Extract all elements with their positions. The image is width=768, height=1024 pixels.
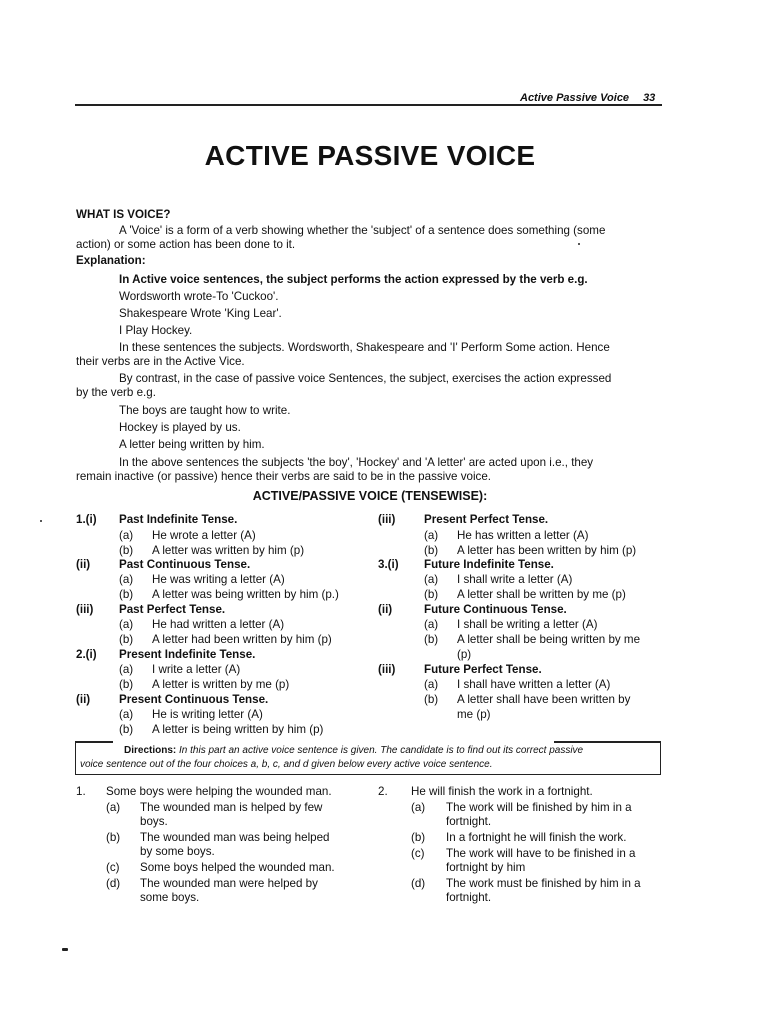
explanation-heading: Explanation: [76,254,146,267]
passive-example: A letter had been written by him (p) [152,633,332,646]
directions-label: Directions: [124,745,177,756]
choice-a-line-2: fortnight. [446,815,492,828]
box-top-rule-right [554,741,661,743]
question-stem: He will finish the work in a fortnight. [411,785,593,798]
directions-line-2: voice sentence out of the four choices a, b, c, and d given below every active voice sentence. [80,759,493,770]
choice-letter: (d) [106,877,121,890]
passive-example: A letter shall have been written by [457,693,631,706]
choice-letter: (d) [411,877,426,890]
choice-d-line-2: some boys. [140,891,200,904]
option-letter: (a) [424,529,439,542]
active-example: I shall be writing a letter (A) [457,618,598,631]
passive-example: A letter is being written by him (p) [152,723,324,736]
item-number: (iii) [76,603,94,616]
tense-name: Past Perfect Tense. [119,603,226,616]
choice-a-line-1: The wounded man is helped by few [140,801,323,814]
example-4: The boys are taught how to write. [119,404,291,417]
tense-name: Future Indefinite Tense. [424,558,554,571]
box-bottom-rule [75,774,661,776]
option-letter: (b) [424,588,439,601]
paragraph-1-line-1: In these sentences the subjects. Wordsworth, Shakespeare and 'I' Perform Some action. Hence [119,341,610,354]
tense-name: Future Perfect Tense. [424,663,542,676]
choice-letter: (a) [411,801,426,814]
option-letter: (a) [424,678,439,691]
item-number: (ii) [76,558,91,571]
passive-example-continued: me (p) [457,708,491,721]
option-letter: (b) [424,544,439,557]
active-rule: In Active voice sentences, the subject performs the action expressed by the verb e.g. [119,273,588,286]
running-title: Active Passive Voice [520,92,630,104]
choice-b-line-1: The wounded man was being helped [140,831,330,844]
choice-b-line-2: by some boys. [140,845,215,858]
paragraph-2-line-1: By contrast, in the case of passive voice Sentences, the subject, exercises the action expressed [119,372,612,385]
choice-letter: (b) [411,831,426,844]
option-letter: (b) [119,633,134,646]
choice-a-line-2: boys. [140,815,168,828]
item-number: (ii) [76,693,91,706]
scan-speck [40,520,42,522]
question-stem: Some boys were helping the wounded man. [106,785,332,798]
definition-line-1: A 'Voice' is a form of a verb showing whether the 'subject' of a sentence does something (some [119,224,606,237]
option-letter: (a) [119,708,134,721]
item-number: (iii) [378,663,396,676]
passive-example: A letter was written by him (p) [152,544,305,557]
what-is-voice-heading: WHAT IS VOICE? [76,208,171,221]
active-example: He wrote a letter (A) [152,529,256,542]
choice-d-line-1: The wounded man were helped by [140,877,318,890]
passive-example: A letter shall be being written by me [457,633,641,646]
scan-speck [578,243,580,245]
option-letter: (a) [119,573,134,586]
choice-b-line-1: In a fortnight he will finish the work. [446,831,627,844]
choice-d-line-2: fortnight. [446,891,492,904]
tense-name: Present Indefinite Tense. [119,648,256,661]
example-2: Shakespeare Wrote 'King Lear'. [119,307,282,320]
choice-letter: (a) [106,801,121,814]
choice-letter: (c) [411,847,425,860]
item-number: 2.(i) [76,648,97,661]
tensewise-heading: ACTIVE/PASSIVE VOICE (TENSEWISE): [252,489,488,503]
active-example: I write a letter (A) [152,663,241,676]
choice-d-line-1: The work must be finished by him in a [446,877,641,890]
choice-letter: (b) [106,831,121,844]
option-letter: (b) [424,693,439,706]
page-number: 33 [643,92,656,104]
question-number: 1. [76,785,86,798]
option-letter: (a) [119,663,134,676]
tense-name: Future Continuous Tense. [424,603,567,616]
option-letter: (b) [119,588,134,601]
directions-line-1 [124,745,583,756]
passive-example: A letter shall be written by me (p) [457,588,626,601]
item-number: (iii) [378,513,396,526]
option-letter: (a) [424,573,439,586]
running-header [520,92,655,104]
item-number: 3.(i) [378,558,399,571]
option-letter: (b) [119,678,134,691]
active-example: He is writing letter (A) [152,708,263,721]
example-3: I Play Hockey. [119,324,193,337]
paragraph-3-line-1: In the above sentences the subjects 'the boy', 'Hockey' and 'A letter' are acted upon i.e., they [119,456,594,469]
option-letter: (a) [119,529,134,542]
option-letter: (b) [119,544,134,557]
scan-speck [62,948,68,951]
question-number: 2. [378,785,388,798]
option-letter: (b) [119,723,134,736]
choice-a-line-1: The work will be finished by him in a [446,801,632,814]
tense-name: Present Continuous Tense. [119,693,269,706]
option-letter: (b) [424,633,439,646]
example-6: A letter being written by him. [119,438,265,451]
choice-c-line-1: Some boys helped the wounded man. [140,861,335,874]
passive-example: A letter was being written by him (p.) [152,588,339,601]
paragraph-2-line-2: by the verb e.g. [76,386,156,399]
example-5: Hockey is played by us. [119,421,241,434]
active-example: He has written a letter (A) [457,529,589,542]
directions-box [75,741,661,774]
choice-letter: (c) [106,861,120,874]
item-number: (ii) [378,603,393,616]
item-number: 1.(i) [76,513,97,526]
passive-example-continued: (p) [457,648,472,661]
passive-example: A letter is written by me (p) [152,678,290,691]
paragraph-3-line-2: remain inactive (or passive) hence their verbs are said to be in the passive voice. [76,470,492,483]
active-example: I shall write a letter (A) [457,573,573,586]
choice-c-line-2: fortnight by him [446,861,526,874]
choice-c-line-1: The work will have to be finished in a [446,847,636,860]
definition-line-2: action) or some action has been done to it. [76,238,296,251]
paragraph-1-line-2: their verbs are in the Active Vice. [76,355,245,368]
active-example: He had written a letter (A) [152,618,285,631]
option-letter: (a) [119,618,134,631]
passive-example: A letter has been written by him (p) [457,544,637,557]
tense-name: Past Continuous Tense. [119,558,251,571]
directions-text-1: In this part an active voice sentence is given. The candidate is to find out its correct passive [179,745,584,756]
page-title: ACTIVE PASSIVE VOICE [204,140,536,171]
tense-name: Past Indefinite Tense. [119,513,238,526]
option-letter: (a) [424,618,439,631]
active-example: He was writing a letter (A) [152,573,285,586]
active-example: I shall have written a letter (A) [457,678,611,691]
box-top-rule-left [75,741,113,743]
example-1: Wordsworth wrote-To 'Cuckoo'. [119,290,279,303]
tense-name: Present Perfect Tense. [424,513,549,526]
header-rule [75,104,662,106]
